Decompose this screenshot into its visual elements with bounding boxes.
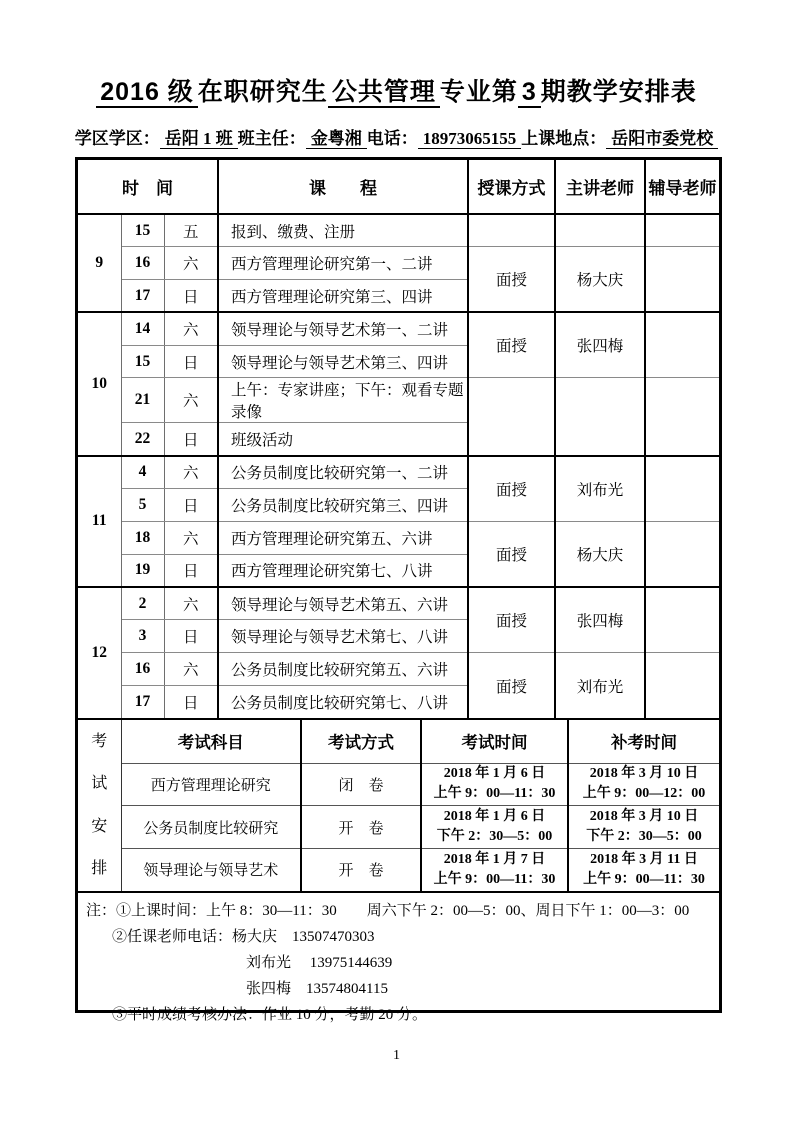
month-cell: 9 [78,214,121,312]
lecturer-cell: 刘布光 [555,653,645,719]
title-segment: 2016 级 [96,78,198,108]
weekday-cell: 六 [164,521,218,554]
day-cell: 16 [121,247,164,280]
note-line: 张四梅 13574804115 [246,980,388,997]
exam-time-hours: 上午 9：00—11：30 [433,871,556,887]
day-cell: 19 [121,554,164,587]
exam-time-hours: 下午 2：30—5：00 [436,829,553,845]
note-line: 注：①上课时间：上午 8：30—11：30 周六下午 2：00—5：00、周日下午 1：00—3：00 [86,902,690,919]
schedule-header-row [78,160,719,214]
course-cell: 领导理论与领导艺术第三、四讲 [218,345,468,378]
day-cell: 3 [121,620,164,653]
exam-mode-cell: 闭 卷 [301,763,421,806]
day-cell: 17 [121,280,164,313]
course-cell: 报到、缴费、注册 [218,214,468,247]
subtitle-label: 上课地点： [521,129,607,148]
note-line: 刘布光 13975144639 [246,954,393,971]
day-cell: 5 [121,489,164,522]
tutor-cell [645,378,719,456]
course-cell: 西方管理理论研究第五、六讲 [218,521,468,554]
lecturer-cell: 刘布光 [555,456,645,522]
title-segment: 3 [518,78,541,108]
title-segment: 公共管理 [328,78,440,108]
method-cell: 面授 [468,456,555,522]
exam-header-makeup: 补考时间 [568,719,719,763]
day-cell: 15 [121,214,164,247]
note-line: ③平时成绩考核办法：作业 10 分，考勤 20 分。 [112,1006,428,1023]
header-lecturer: 主讲老师 [555,160,645,214]
weekday-cell: 六 [164,456,218,489]
weekday-cell: 六 [164,312,218,345]
day-cell: 14 [121,312,164,345]
weekday-cell: 日 [164,280,218,313]
tutor-cell [645,214,719,247]
course-cell: 领导理论与领导艺术第一、二讲 [218,312,468,345]
course-cell: 西方管理理论研究第三、四讲 [218,280,468,313]
subtitle-label: 电话： [366,129,418,148]
document-title [0,72,793,108]
day-cell: 2 [121,587,164,620]
day-cell: 4 [121,456,164,489]
tutor-cell [645,653,719,719]
weekday-cell: 五 [164,214,218,247]
course-cell: 公务员制度比较研究第五、六讲 [218,653,468,686]
weekday-cell: 日 [164,345,218,378]
exam-subject-cell: 领导理论与领导艺术 [121,848,301,891]
exam-row [78,806,719,849]
exam-section-label-text: 考试安排 [91,732,108,877]
day-cell: 22 [121,423,164,456]
table-row [78,378,719,423]
schedule-table [78,160,719,718]
course-cell: 公务员制度比较研究第七、八讲 [218,685,468,718]
page-number: 1 [393,1048,400,1063]
exam-makeup-hours: 下午 2：30—5：00 [586,829,702,845]
lecturer-cell: 张四梅 [555,312,645,378]
weekday-cell: 六 [164,587,218,620]
header-method: 授课方式 [468,160,555,214]
table-row [78,653,719,686]
weekday-cell: 日 [164,489,218,522]
exam-makeup-cell [568,763,719,806]
exam-time-cell [421,763,568,806]
exam-header-time: 考试时间 [421,719,568,763]
table-row [78,521,719,554]
tutor-cell [645,312,719,378]
course-cell: 班级活动 [218,423,468,456]
course-cell: 领导理论与领导艺术第七、八讲 [218,620,468,653]
subtitle-label: 班主任： [237,129,306,148]
notes-section [78,891,719,1028]
method-cell: 面授 [468,521,555,587]
exam-mode-cell: 开 卷 [301,806,421,849]
header-course: 课 程 [218,160,468,214]
lecturer-cell: 张四梅 [555,587,645,653]
exam-header-mode: 考试方式 [301,719,421,763]
exam-subject-cell: 公务员制度比较研究 [121,806,301,849]
weekday-cell: 日 [164,554,218,587]
subtitle-label: 学区学区： [74,129,160,148]
course-cell: 上午：专家讲座；下午：观看专题录像 [218,378,468,423]
exam-time-cell [421,848,568,891]
method-cell: 面授 [468,653,555,719]
exam-mode-cell: 开 卷 [301,848,421,891]
exam-makeup-hours: 上午 9：00—11：30 [583,871,705,887]
title-segment: 在职研究生 [197,78,328,106]
weekday-cell: 日 [164,423,218,456]
tutor-cell [645,587,719,653]
table-row [78,214,719,247]
exam-time-hours: 上午 9：00—11：30 [433,786,556,802]
subtitle-value: 金粤湘 [306,129,367,149]
header-tutor: 辅导老师 [645,160,719,214]
lecturer-cell: 杨大庆 [555,521,645,587]
course-cell: 西方管理理论研究第一、二讲 [218,247,468,280]
tutor-cell [645,456,719,522]
subtitle-value: 岳阳 1 班 [160,129,238,149]
lecturer-cell: 杨大庆 [555,247,645,313]
subtitle-value: 18973065155 [418,129,522,149]
table-row [78,587,719,620]
exam-makeup-date: 2018 年 3 月 10 日 [589,808,699,824]
exam-time-cell [421,806,568,849]
month-cell: 10 [78,312,121,455]
day-cell: 18 [121,521,164,554]
exam-header-row [78,719,719,763]
note-line: ②任课老师电话：杨大庆 13507470303 [112,928,375,945]
exam-makeup-hours: 上午 9：00—12：00 [582,786,706,802]
schedule-box [75,157,722,1023]
tutor-cell [645,521,719,587]
lecturer-cell [555,378,645,456]
exam-time-date: 2018 年 1 月 6 日 [443,808,546,824]
day-cell: 17 [121,685,164,718]
exam-makeup-cell [568,848,719,891]
method-cell [468,214,555,247]
weekday-cell: 六 [164,653,218,686]
lecturer-cell [555,214,645,247]
weekday-cell: 六 [164,247,218,280]
title-segment: 专业第 [439,78,518,106]
exam-row [78,763,719,806]
exam-table [78,718,719,891]
tutor-cell [645,247,719,313]
table-row [78,456,719,489]
method-cell: 面授 [468,587,555,653]
day-cell: 15 [121,345,164,378]
exam-time-date: 2018 年 1 月 7 日 [443,851,546,867]
document-subtitle [0,124,793,149]
table-row [78,247,719,280]
weekday-cell: 日 [164,620,218,653]
method-cell [468,378,555,456]
month-cell: 12 [78,587,121,718]
course-cell: 领导理论与领导艺术第五、六讲 [218,587,468,620]
exam-makeup-date: 2018 年 3 月 11 日 [590,851,698,867]
exam-header-subject: 考试科目 [121,719,301,763]
exam-subject-cell: 西方管理理论研究 [121,763,301,806]
subtitle-value: 岳阳市委党校 [606,129,718,149]
exam-makeup-cell [568,806,719,849]
course-cell: 公务员制度比较研究第一、二讲 [218,456,468,489]
weekday-cell: 六 [164,378,218,423]
method-cell: 面授 [468,247,555,313]
course-cell: 公务员制度比较研究第三、四讲 [218,489,468,522]
table-row [78,312,719,345]
course-cell: 西方管理理论研究第七、八讲 [218,554,468,587]
day-cell: 21 [121,378,164,423]
weekday-cell: 日 [164,685,218,718]
exam-makeup-date: 2018 年 3 月 10 日 [589,766,699,782]
exam-time-date: 2018 年 1 月 6 日 [443,766,546,782]
header-time: 时 间 [78,160,218,214]
day-cell: 16 [121,653,164,686]
method-cell: 面授 [468,312,555,378]
month-cell: 11 [78,456,121,587]
title-segment: 期教学安排表 [540,78,697,106]
exam-section-label [78,719,121,891]
exam-row [78,848,719,891]
